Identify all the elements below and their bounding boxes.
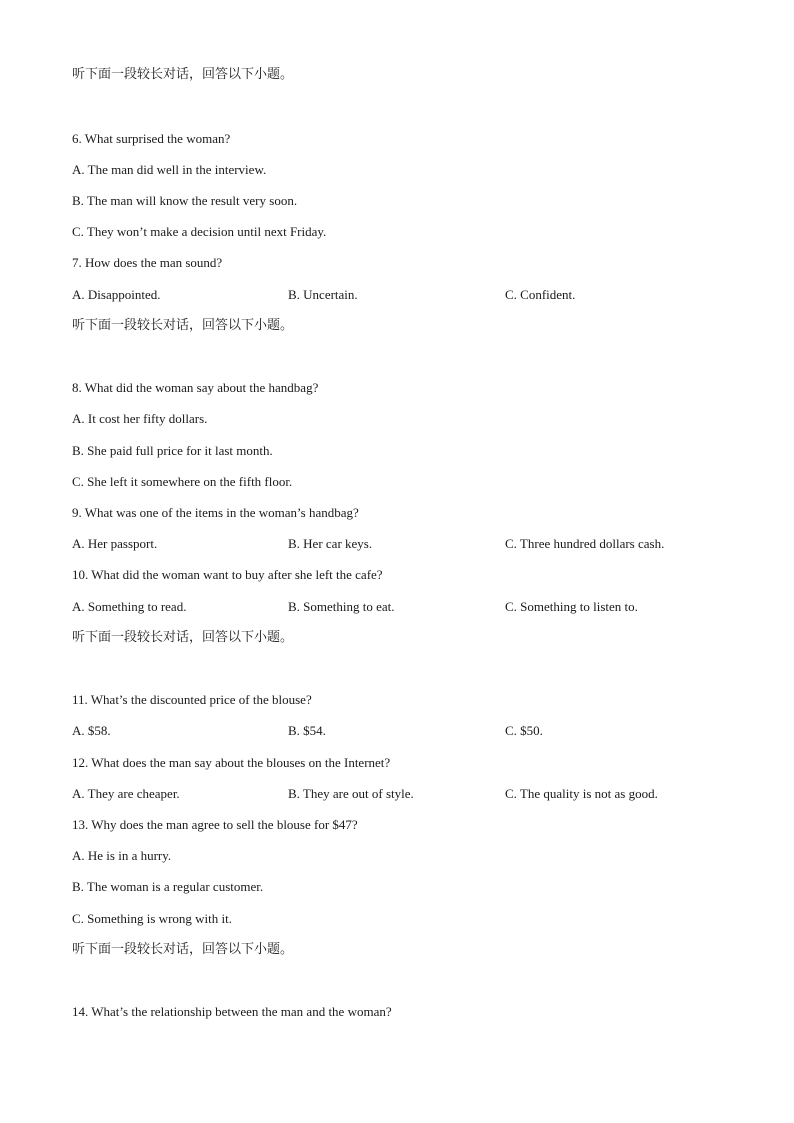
question-9-option-c: C. Three hundred dollars cash. <box>505 536 665 551</box>
question-8-option-a: A. It cost her fifty dollars. <box>72 411 208 426</box>
question-12-stem: 12. What does the man say about the blouses on the Internet? <box>72 755 391 770</box>
question-13-option-b: B. The woman is a regular customer. <box>72 879 264 894</box>
section-instruction: 听下面一段较长对话，回答以下小题。 <box>72 942 294 957</box>
question-11-option-c: C. $50. <box>505 723 543 738</box>
question-10-option-b: B. Something to eat. <box>288 599 395 614</box>
question-9-stem: 9. What was one of the items in the woman’s handbag? <box>72 505 359 520</box>
question-13-option-a: A. He is in a hurry. <box>72 848 172 863</box>
question-12-option-c: C. The quality is not as good. <box>505 786 658 801</box>
question-6-stem: 6. What surprised the woman? <box>72 131 231 146</box>
question-8-stem: 8. What did the woman say about the handbag? <box>72 380 319 395</box>
question-10-option-c: C. Something to listen to. <box>505 599 638 614</box>
question-8-option-b: B. She paid full price for it last month. <box>72 443 273 458</box>
question-14-stem: 14. What’s the relationship between the man and the woman? <box>72 1004 392 1019</box>
question-9-option-a: A. Her passport. <box>72 536 158 551</box>
question-7-option-a: A. Disappointed. <box>72 287 161 302</box>
section-instruction: 听下面一段较长对话，回答以下小题。 <box>72 318 294 333</box>
question-13-option-c: C. Something is wrong with it. <box>72 911 232 926</box>
section-instruction: 听下面一段较长对话，回答以下小题。 <box>72 630 294 645</box>
question-9-options <box>72 536 665 552</box>
section-instruction: 听下面一段较长对话，回答以下小题。 <box>72 67 294 82</box>
question-8-option-c: C. She left it somewhere on the fifth floor. <box>72 474 293 489</box>
question-12-option-a: A. They are cheaper. <box>72 786 180 801</box>
question-11-options <box>72 723 543 739</box>
question-6-option-a: A. The man did well in the interview. <box>72 162 267 177</box>
question-10-stem: 10. What did the woman want to buy after she left the cafe? <box>72 567 383 582</box>
question-10-option-a: A. Something to read. <box>72 599 187 614</box>
question-12-option-b: B. They are out of style. <box>288 786 414 801</box>
question-11-stem: 11. What’s the discounted price of the blouse? <box>72 692 312 707</box>
question-6-option-c: C. They won’t make a decision until next Friday. <box>72 224 327 239</box>
question-13-stem: 13. Why does the man agree to sell the blouse for $47? <box>72 817 358 832</box>
question-7-option-b: B. Uncertain. <box>288 287 358 302</box>
question-12-options <box>72 786 658 802</box>
question-11-option-a: A. $58. <box>72 723 111 738</box>
question-7-option-c: C. Confident. <box>505 287 576 302</box>
question-7-stem: 7. How does the man sound? <box>72 255 223 270</box>
question-10-options <box>72 599 638 615</box>
question-9-option-b: B. Her car keys. <box>288 536 373 551</box>
question-7-options <box>72 287 576 303</box>
question-11-option-b: B. $54. <box>288 723 326 738</box>
question-6-option-b: B. The man will know the result very soon. <box>72 193 298 208</box>
